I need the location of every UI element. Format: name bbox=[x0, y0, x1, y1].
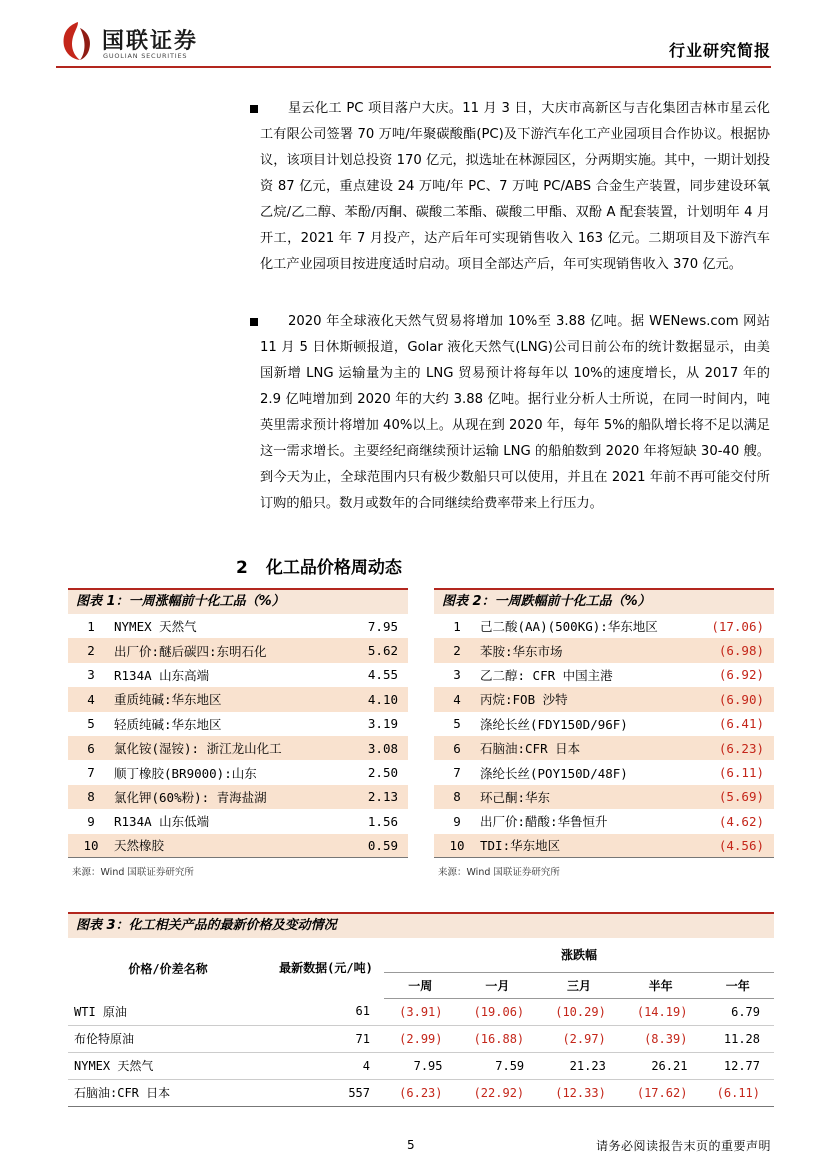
page-header bbox=[0, 0, 827, 70]
rank: 10 bbox=[68, 834, 114, 858]
chart-1-top-gainers bbox=[68, 588, 408, 878]
product-name: 轻质纯碱:华东地区 bbox=[114, 716, 222, 732]
losers-table bbox=[434, 614, 774, 858]
bullet-text: 星云化工 PC 项目落户大庆。11 月 3 日，大庆市高新区与吉化集团吉林市星云化工有限公司签署 70 万吨/年聚碳酸酯(PC)及下游汽车化工产业园项目合作协议。根据协议，该项目计划总投资 170 亿元，拟选址在林源园区，分两期实施。其中，一期计划投资 87 亿元，重点建设 24 万吨/年 PC、7 万吨 PC/ABS 合金生产装置，同步建设环氧乙烷/乙二醇、苯酚/丙酮、碳酸二苯酯、碳酸二甲酯、双酚 A 配套装置，计划明年 4 月开工，2021 年 7 月投产，达产后年可实现销售收入 163 亿元。二期项目及下游汽车化工产业园项目按进度适时启动。项目全部达产后，年可实现销售收入 370 亿元。 bbox=[260, 101, 770, 272]
rank: 4 bbox=[68, 687, 114, 711]
rank: 7 bbox=[87, 765, 95, 781]
chart-2-source: 来源：Wind 国联证券研究所 bbox=[438, 867, 560, 879]
table-row bbox=[434, 736, 774, 760]
gainers-table bbox=[68, 614, 408, 858]
latest-price: 4 bbox=[268, 1052, 384, 1079]
product-name: 顺丁橡胶(BR9000):山东 bbox=[114, 765, 257, 781]
chart-1-source: 来源：Wind 国联证券研究所 bbox=[72, 867, 194, 879]
disclaimer-note: 请务必阅读报告末页的重要声明 bbox=[595, 1139, 771, 1153]
table-row bbox=[68, 663, 408, 687]
chart-1-title: 图表 1：一周涨幅前十化工品（%） bbox=[68, 588, 408, 614]
chart-3-title: 图表 3：化工相关产品的最新价格及变动情况 bbox=[68, 912, 774, 938]
header-divider bbox=[56, 66, 771, 68]
change-1w: (3.91) bbox=[384, 998, 457, 1025]
rank: 5 bbox=[87, 716, 95, 732]
table-row bbox=[68, 809, 408, 833]
col-header-period: 一周 bbox=[384, 972, 457, 998]
page-number: 5 bbox=[407, 1138, 415, 1152]
table-row bbox=[68, 712, 408, 736]
change-1w: (6.23) bbox=[384, 1079, 457, 1106]
product-name: WTI 原油 bbox=[68, 998, 268, 1025]
change-3m: (12.33) bbox=[538, 1079, 620, 1106]
product-name: 石脑油:CFR 日本 bbox=[68, 1079, 268, 1106]
rank: 2 bbox=[68, 638, 114, 662]
product-name: 氯化钾(60%粉): 青海盐湖 bbox=[114, 785, 346, 809]
change-value: 4.55 bbox=[367, 667, 398, 683]
change-6m: 26.21 bbox=[620, 1052, 702, 1079]
product-name: 天然橡胶 bbox=[114, 834, 346, 858]
product-name: NYMEX 天然气 bbox=[114, 619, 197, 635]
change-1m: (19.06) bbox=[457, 998, 539, 1025]
col-header-period: 半年 bbox=[620, 972, 702, 998]
table-row bbox=[68, 785, 408, 809]
product-name: 重质纯碱:华东地区 bbox=[114, 687, 346, 711]
company-logo bbox=[58, 18, 228, 62]
table-row bbox=[434, 809, 774, 833]
change-value: 2.13 bbox=[346, 785, 408, 809]
col-header-change-group: 涨跌幅 bbox=[384, 938, 774, 972]
rank: 4 bbox=[434, 687, 480, 711]
change-value: 3.08 bbox=[346, 736, 408, 760]
change-6m: (8.39) bbox=[620, 1025, 702, 1052]
product-name: 涤纶长丝(FDY150D/96F) bbox=[480, 716, 628, 732]
table-row bbox=[434, 663, 774, 687]
bullet-square-icon bbox=[250, 318, 258, 326]
rank: 3 bbox=[87, 667, 95, 683]
change-3m: (10.29) bbox=[538, 998, 620, 1025]
chart-2-title: 图表 2：一周跌幅前十化工品（%） bbox=[434, 588, 774, 614]
rank: 6 bbox=[68, 736, 114, 760]
rank: 7 bbox=[453, 765, 461, 781]
product-name: 丙烷:FOB 沙特 bbox=[480, 687, 711, 711]
product-name: 己二酸(AA)(500KG):华东地区 bbox=[480, 619, 658, 635]
rank: 3 bbox=[453, 667, 461, 683]
table-row bbox=[434, 687, 774, 711]
change-value: (6.23) bbox=[711, 736, 774, 760]
change-value: (6.90) bbox=[711, 687, 774, 711]
col-header-name: 价格/价差名称 bbox=[128, 961, 208, 976]
table-row bbox=[434, 638, 774, 662]
chart-3-price-changes bbox=[68, 912, 774, 1107]
product-name: 苯胺:华东市场 bbox=[480, 638, 711, 662]
change-1w: 7.95 bbox=[384, 1052, 457, 1079]
section-title-text: 化工品价格周动态 bbox=[265, 558, 402, 578]
news-bullet-2 bbox=[260, 309, 770, 517]
product-name: 出厂价:醋酸:华鲁恒升 bbox=[480, 814, 608, 830]
change-3m: (2.97) bbox=[538, 1025, 620, 1052]
product-name: 布伦特原油 bbox=[68, 1025, 268, 1052]
change-value: (17.06) bbox=[711, 618, 764, 634]
change-value: 2.50 bbox=[367, 765, 398, 781]
rank: 10 bbox=[434, 834, 480, 858]
product-name: 涤纶长丝(POY150D/48F) bbox=[480, 765, 628, 781]
rank: 8 bbox=[68, 785, 114, 809]
change-value: (6.41) bbox=[718, 716, 764, 732]
change-value: 1.56 bbox=[367, 813, 398, 829]
col-header-period: 一年 bbox=[701, 972, 774, 998]
change-value: (6.98) bbox=[711, 638, 774, 662]
table-row bbox=[434, 614, 774, 638]
product-name: 乙二醇: CFR 中国主港 bbox=[480, 667, 613, 683]
change-value: (4.56) bbox=[711, 834, 774, 858]
logo-text-en: GUOLIAN SECURITIES bbox=[103, 52, 188, 60]
rank: 2 bbox=[434, 638, 480, 662]
bullet-text: 2020 年全球液化天然气贸易将增加 10%至 3.88 亿吨。据 WENews.com 网站 11 月 5 日休斯顿报道，Golar 液化天然气(LNG)公司日前公布的统计数据显示，由美国新增 LNG 运输量为主的 LNG 贸易预计将每年以 10%的速度增长，从 2017 年的 2.9 亿吨增加到 2020 年的大约 3.88 亿吨。据行业分析人士所说，在同一时间内，吨英里需求预计将增加 40%以上。从现在到 2020 年，每年 5%的船队增长将不足以满足这一需求增长。主要经纪商继续预计运输 LNG 的船舶数到 2020 年将短缺 30-40 艘。到今天为止，全球范围内只有极少数船只可以使用，并且在 2021 年前不再可能交付所订购的船只。数月或数年的合同继续给费率带来上行压力。 bbox=[260, 314, 770, 511]
table-row bbox=[434, 712, 774, 736]
col-header-latest: 最新数据(元/吨) bbox=[279, 961, 373, 975]
table-row bbox=[434, 834, 774, 858]
col-header-period: 三月 bbox=[538, 972, 620, 998]
section-number: 2 bbox=[236, 558, 248, 578]
table-row bbox=[68, 998, 774, 1025]
latest-price: 557 bbox=[268, 1079, 384, 1106]
table-row bbox=[434, 785, 774, 809]
change-3m: 21.23 bbox=[538, 1052, 620, 1079]
bullet-square-icon bbox=[250, 105, 258, 113]
logo-mark-icon bbox=[58, 18, 98, 62]
change-value: 4.10 bbox=[346, 687, 408, 711]
product-name: 出厂价:醚后碳四:东明石化 bbox=[114, 638, 346, 662]
change-value: (6.92) bbox=[718, 667, 764, 683]
change-1y: 12.77 bbox=[701, 1052, 774, 1079]
change-value: 3.19 bbox=[367, 716, 398, 732]
rank: 1 bbox=[453, 618, 461, 634]
table-row bbox=[68, 687, 408, 711]
news-bullet-1 bbox=[260, 96, 770, 278]
latest-price: 71 bbox=[268, 1025, 384, 1052]
change-6m: (14.19) bbox=[620, 998, 702, 1025]
product-name: R134A 山东低端 bbox=[114, 814, 210, 830]
price-change-table bbox=[68, 938, 774, 1107]
change-value: 5.62 bbox=[346, 638, 408, 662]
section-heading bbox=[236, 553, 402, 578]
chart-2-top-losers bbox=[434, 588, 774, 878]
table-row bbox=[68, 1025, 774, 1052]
table-row bbox=[434, 760, 774, 784]
change-1y: 6.79 bbox=[701, 998, 774, 1025]
latest-price: 61 bbox=[268, 998, 384, 1025]
logo-text-cn: 国联证券 bbox=[102, 29, 199, 54]
change-1m: 7.59 bbox=[457, 1052, 539, 1079]
product-name: 环己酮:华东 bbox=[480, 785, 711, 809]
rank: 5 bbox=[453, 716, 461, 732]
rank: 9 bbox=[453, 813, 461, 829]
rank: 6 bbox=[434, 736, 480, 760]
change-1y: 11.28 bbox=[701, 1025, 774, 1052]
col-header-period: 一月 bbox=[457, 972, 539, 998]
table-row bbox=[68, 834, 408, 858]
product-name: TDI:华东地区 bbox=[480, 834, 711, 858]
report-type: 行业研究简报 bbox=[668, 41, 771, 60]
product-name: 氯化铵(湿铵): 浙江龙山化工 bbox=[114, 736, 346, 760]
product-name: R134A 山东高端 bbox=[114, 667, 210, 683]
change-1y: (6.11) bbox=[701, 1079, 774, 1106]
change-6m: (17.62) bbox=[620, 1079, 702, 1106]
change-1w: (2.99) bbox=[384, 1025, 457, 1052]
rank: 1 bbox=[87, 618, 95, 634]
rank: 8 bbox=[434, 785, 480, 809]
change-value: (6.11) bbox=[718, 765, 764, 781]
table-row bbox=[68, 760, 408, 784]
product-name: 石脑油:CFR 日本 bbox=[480, 736, 711, 760]
table-row bbox=[68, 1079, 774, 1106]
table-row bbox=[68, 736, 408, 760]
change-value: (5.69) bbox=[711, 785, 774, 809]
table-row bbox=[68, 1052, 774, 1079]
rank: 9 bbox=[87, 813, 95, 829]
change-1m: (22.92) bbox=[457, 1079, 539, 1106]
product-name: NYMEX 天然气 bbox=[68, 1052, 268, 1079]
change-value: (4.62) bbox=[718, 813, 764, 829]
change-1m: (16.88) bbox=[457, 1025, 539, 1052]
change-value: 7.95 bbox=[367, 618, 398, 634]
change-value: 0.59 bbox=[346, 834, 408, 858]
table-row bbox=[68, 638, 408, 662]
table-row bbox=[68, 614, 408, 638]
